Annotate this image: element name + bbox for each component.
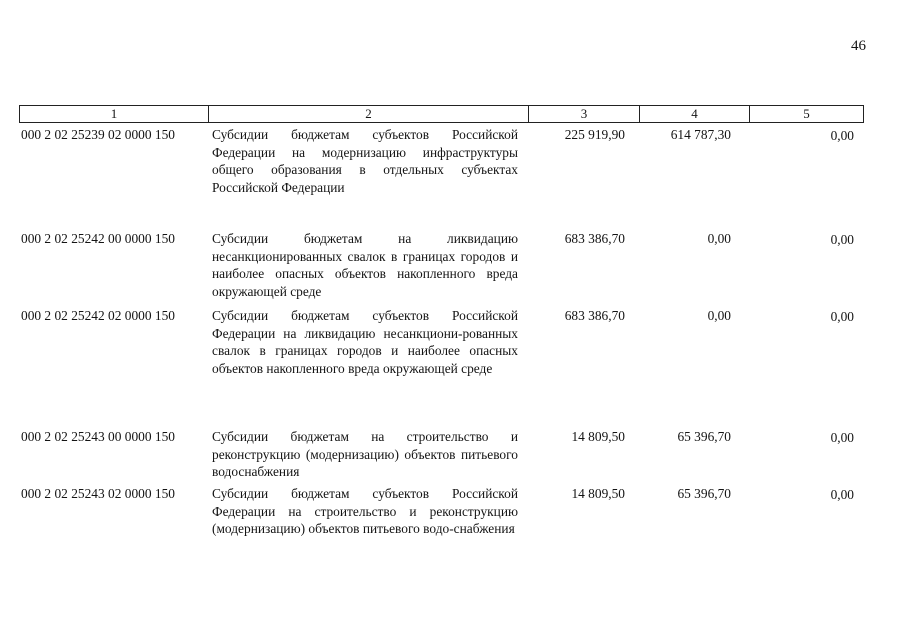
header-cell-5: 5 — [803, 106, 810, 121]
budget-code: 000 2 02 25239 02 0000 150 — [21, 127, 175, 142]
value-col3: 225 919,90 — [564, 127, 625, 142]
budget-code: 000 2 02 25242 00 0000 150 — [21, 231, 175, 246]
header-cell-3: 3 — [529, 106, 640, 122]
value-col5: 0,00 — [830, 430, 854, 445]
budget-code: 000 2 02 25243 02 0000 150 — [21, 486, 175, 501]
value-col3: 683 386,70 — [564, 231, 625, 246]
header-cell-1: 1 — [20, 106, 209, 122]
value-col5: 0,00 — [830, 128, 854, 143]
value-col4: 65 396,70 — [677, 486, 731, 501]
value-col3: 14 809,50 — [571, 429, 625, 444]
header-cell-4: 4 — [640, 106, 750, 122]
row-description: Субсидии бюджетам субъектов Российской Федерации на ликвидацию несанкциони-рованных свалок в границах городов и наиболее опасных объектов накопленного вреда окружающей среде — [212, 308, 518, 376]
row-description: Субсидии бюджетам на ликвидацию несанкционированных свалок в границах городов и наиболее опасных объектов накопленного вреда окружающей среде — [212, 231, 518, 299]
table-header — [19, 105, 864, 123]
header-cell-2: 2 — [209, 106, 529, 122]
budget-code: 000 2 02 25243 00 0000 150 — [21, 429, 175, 444]
row-description: Субсидии бюджетам субъектов Российской Федерации на модернизацию инфраструктуры общего образования в отдельных субъектах Российской Федерации — [212, 127, 518, 195]
budget-code: 000 2 02 25242 02 0000 150 — [21, 308, 175, 323]
row-description: Субсидии бюджетам на строительство и реконструкцию (модернизацию) объектов питьевого водоснабжения — [212, 429, 518, 480]
value-col5: 0,00 — [830, 232, 854, 247]
value-col3: 14 809,50 — [571, 486, 625, 501]
page-number: 46 — [851, 38, 866, 54]
value-col3: 683 386,70 — [564, 308, 625, 323]
value-col4: 0,00 — [707, 231, 731, 246]
value-col5: 0,00 — [830, 487, 854, 502]
value-col4: 614 787,30 — [670, 127, 731, 142]
value-col4: 65 396,70 — [677, 429, 731, 444]
value-col4: 0,00 — [707, 308, 731, 323]
value-col5: 0,00 — [830, 309, 854, 324]
row-description: Субсидии бюджетам субъектов Российской Федерации на строительство и реконструкцию (модернизацию) объектов питьевого водо-снабжения — [212, 486, 518, 537]
